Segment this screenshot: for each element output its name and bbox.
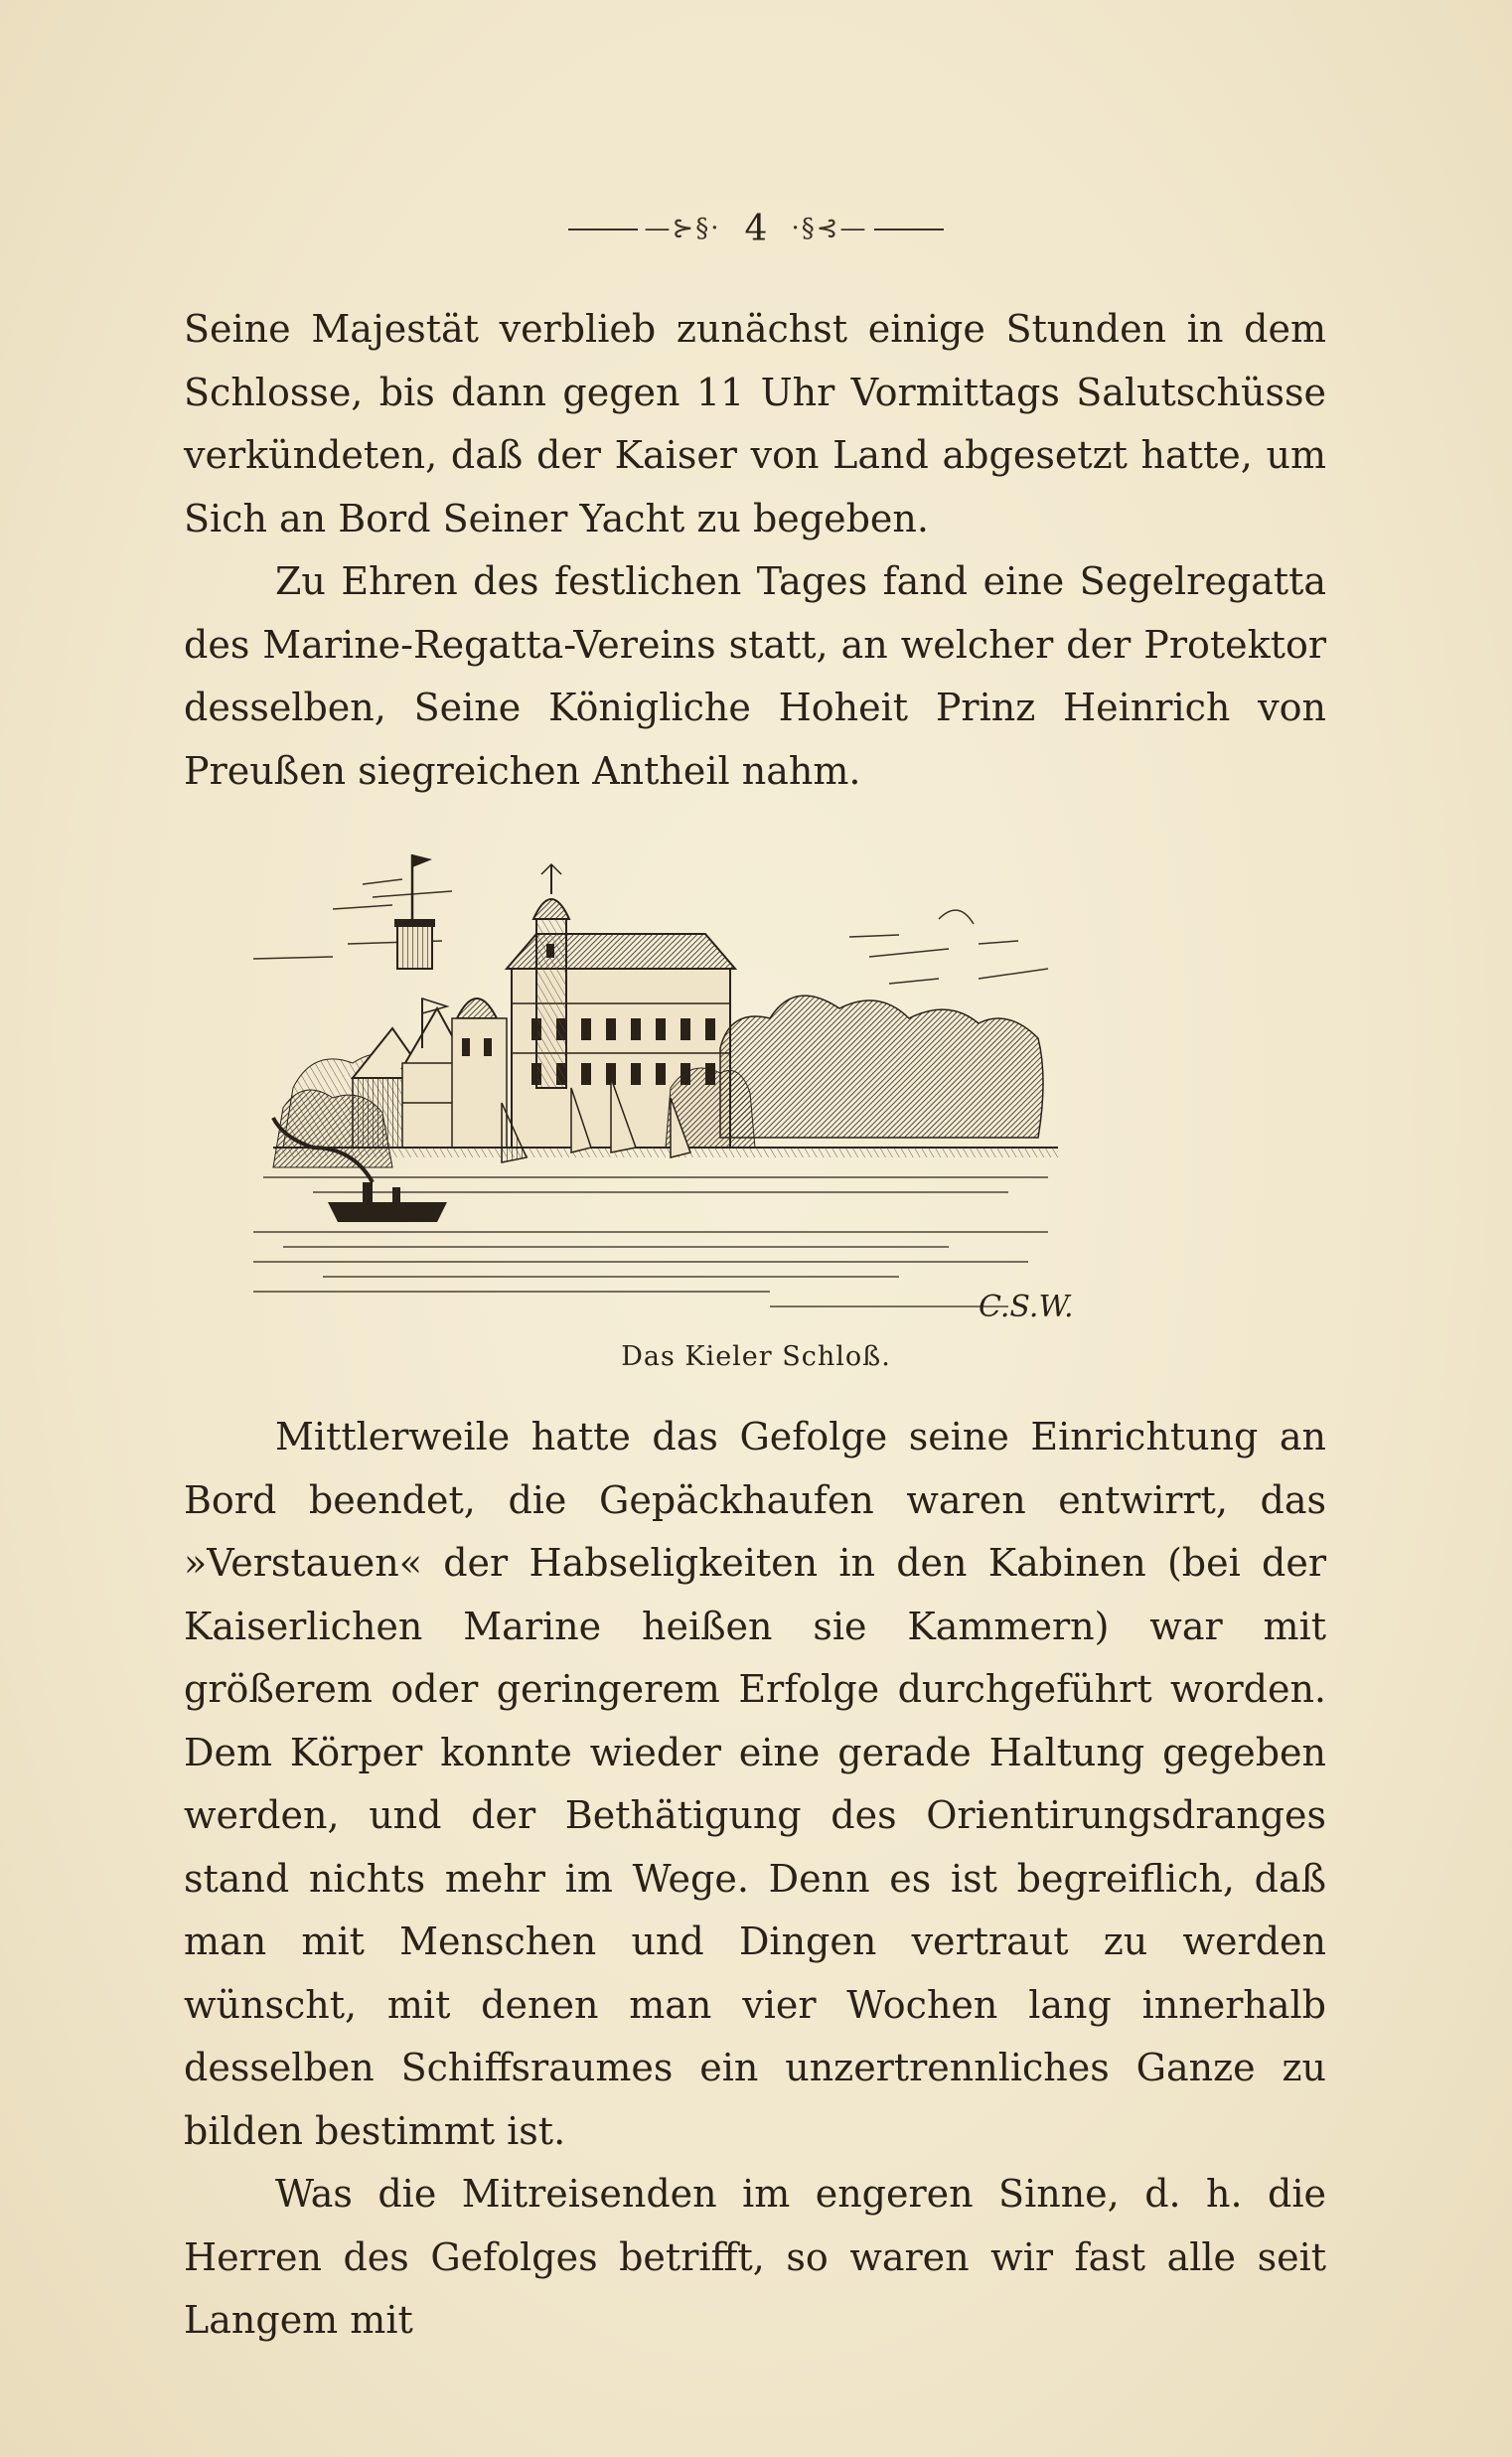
round-tower [533,864,569,1088]
paragraph: Mittlerweile hatte das Gefolge seine Einrichtung an Bord beendet, die Gepäckhaufen waren entwirrt, das »Verstauen« der Habseligkeiten in den Kabinen (bei der Kaiserlichen Marine heißen sie Kammern) war mit größerem oder geringerem Erfolge durchgeführt worden. Dem Körper konnte wieder eine gerade Haltung gegeben werden, und der Bethätigung des Orientirungsdranges stand nichts mehr im Wege. Denn es ist begreiflich, daß man mit Menschen und Dingen vertraut zu werden wünscht, mit denen man vier Wochen lang innerhalb desselben Schiffsraumes ein unzertrennliches Ganze zu bilden bestimmt ist. [184,1415,1326,2153]
left-ornament: —⊱§· [562,214,720,243]
text-block-bottom [184,1406,1326,2353]
right-ornament: ·§⊰— [791,214,949,243]
paragraph: Seine Majestät verblieb zunächst einige Stunden in dem Schlosse, bis dann gegen 11 Uhr Vormittags Salutschüsse verkündeten, daß der Kaiser von Land abgesetzt hatte, um Sich an Bord Seiner Yacht zu begeben. [184,307,1326,540]
trees-right [720,996,1043,1138]
text-block-top [184,298,1326,803]
illustration-kiel-castle [253,849,1277,1326]
tower-flagpole [412,854,432,924]
page-number: 4 [744,208,768,249]
figure-caption: Das Kieler Schloß. [621,1341,891,1372]
engraving-image [253,849,1277,1326]
artist-signature: C.S.W. [979,1290,1074,1324]
paragraph: Zu Ehren des festlichen Tages fand eine Segelregatta des Marine-Regatta-Vereins statt, an welcher der Protektor desselben, Seine Königliche Hoheit Prinz Heinrich von Preußen siegreichen Antheil nahm. [184,559,1326,793]
paragraph: Was die Mitreisenden im engeren Sinne, d. h. die Herren des Gefolges betrifft, so waren wir fast alle seit Langem mit [184,2172,1326,2342]
page-header [0,204,1512,253]
